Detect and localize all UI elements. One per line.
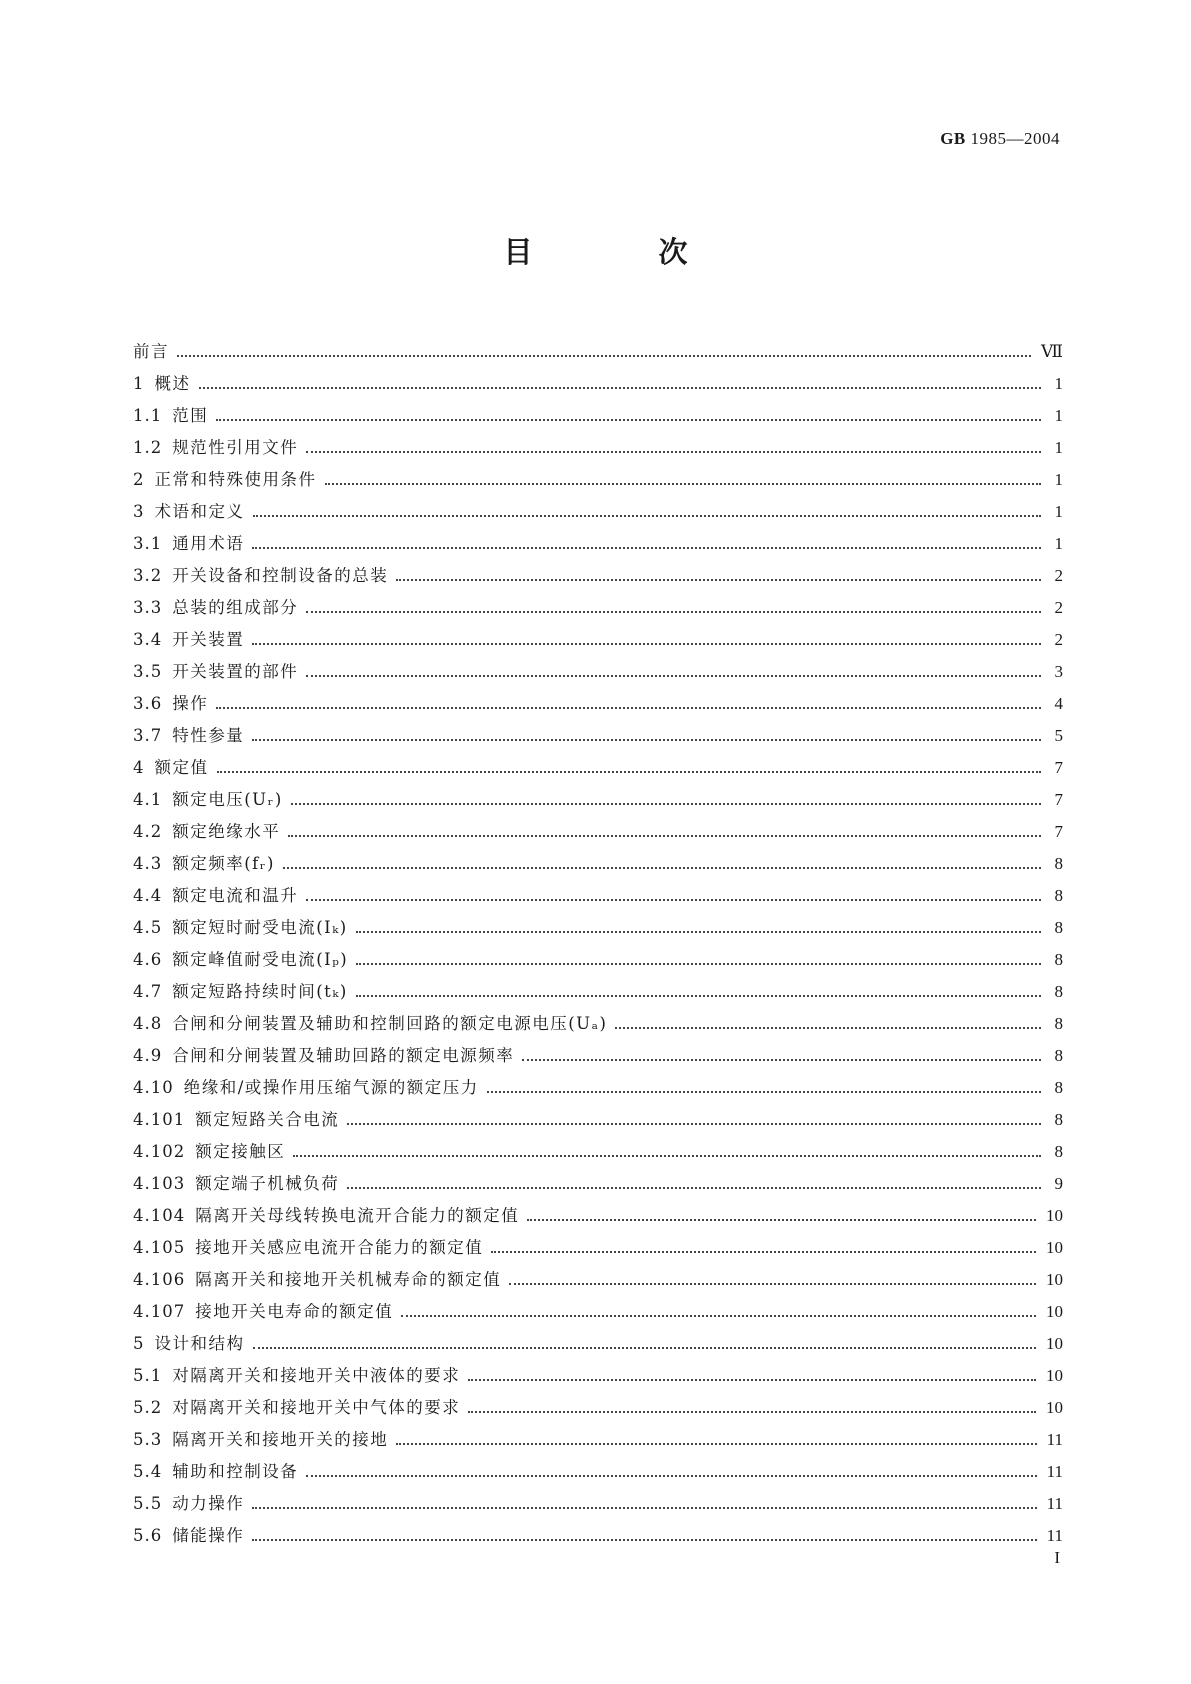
toc-entry[interactable] xyxy=(133,1264,1063,1296)
toc-entry[interactable] xyxy=(133,784,1063,816)
toc-dot-leader xyxy=(252,739,1041,741)
toc-entry[interactable] xyxy=(133,464,1063,496)
toc-entry-title: 接地开关电寿命的额定值 xyxy=(195,1302,394,1321)
toc-entry-title: 额定绝缘水平 xyxy=(172,822,281,841)
toc-entry-number: 4.103 xyxy=(133,1174,186,1193)
toc-entry-title: 规范性引用文件 xyxy=(172,438,299,457)
toc-entry[interactable] xyxy=(133,1104,1063,1136)
toc-entry-number: 4.2 xyxy=(133,822,163,841)
toc-entry-title: 合闸和分闸装置及辅助回路的额定电源频率 xyxy=(172,1046,515,1065)
toc-dot-leader xyxy=(288,835,1041,837)
toc-entry-page: 8 xyxy=(1054,1014,1063,1033)
toc-entry-page: 2 xyxy=(1054,630,1063,649)
toc-dot-leader xyxy=(216,419,1041,421)
toc-dot-leader xyxy=(522,1059,1041,1061)
toc-entry-page: 1 xyxy=(1054,438,1063,457)
page-number: I xyxy=(1054,1548,1060,1567)
toc-entry-title: 设计和结构 xyxy=(154,1334,245,1353)
toc-dot-leader xyxy=(293,1155,1041,1157)
toc-dot-leader xyxy=(306,451,1041,453)
toc-entry[interactable] xyxy=(133,1232,1063,1264)
toc-entry-title: 额定接触区 xyxy=(195,1142,286,1161)
toc-entry-title: 额定峰值耐受电流(Iₚ) xyxy=(172,950,349,969)
toc-entry-page: 10 xyxy=(1046,1206,1063,1225)
table-of-contents xyxy=(133,336,1063,1552)
toc-entry-number: 4.102 xyxy=(133,1142,186,1161)
toc-entry[interactable] xyxy=(133,1200,1063,1232)
toc-dot-leader xyxy=(252,1539,1036,1541)
toc-entry-title: 正常和特殊使用条件 xyxy=(154,470,317,489)
toc-entry-number: 3.4 xyxy=(133,630,163,649)
toc-entry-page: 7 xyxy=(1054,822,1063,841)
toc-dot-leader xyxy=(306,675,1041,677)
toc-entry-page: 10 xyxy=(1046,1238,1063,1257)
toc-entry[interactable] xyxy=(133,336,1063,368)
toc-entry-page: 11 xyxy=(1046,1526,1063,1545)
toc-entry-page: 8 xyxy=(1054,886,1063,905)
toc-entry-title: 范围 xyxy=(172,406,209,425)
toc-entry[interactable] xyxy=(133,528,1063,560)
toc-entry-number: 4.4 xyxy=(133,886,163,905)
toc-entry[interactable] xyxy=(133,752,1063,784)
toc-entry-number: 4.10 xyxy=(133,1078,174,1097)
toc-entry-number: 4.7 xyxy=(133,982,163,1001)
toc-entry[interactable] xyxy=(133,400,1063,432)
toc-entry-number: 3.2 xyxy=(133,566,163,585)
toc-entry[interactable] xyxy=(133,944,1063,976)
standard-code xyxy=(940,129,1060,149)
toc-entry-number: 5.1 xyxy=(133,1366,163,1385)
toc-entry-page: 8 xyxy=(1054,918,1063,937)
toc-entry-title: 辅助和控制设备 xyxy=(172,1462,299,1481)
toc-entry-page: 8 xyxy=(1054,1110,1063,1129)
toc-entry-number: 1.1 xyxy=(133,406,163,425)
toc-entry-number: 3.3 xyxy=(133,598,163,617)
toc-dot-leader xyxy=(253,515,1042,517)
toc-entry-page: 8 xyxy=(1054,854,1063,873)
toc-entry-page: 8 xyxy=(1054,1046,1063,1065)
toc-entry[interactable] xyxy=(133,1520,1063,1552)
toc-entry-number: 4.5 xyxy=(133,918,163,937)
toc-dot-leader xyxy=(509,1283,1036,1285)
toc-entry-title: 隔离开关母线转换电流开合能力的额定值 xyxy=(195,1206,520,1225)
toc-entry[interactable] xyxy=(133,1456,1063,1488)
toc-entry-page: 1 xyxy=(1054,406,1063,425)
toc-entry-page: 1 xyxy=(1054,470,1063,489)
toc-dot-leader xyxy=(306,611,1041,613)
toc-entry-title: 额定短时耐受电流(Iₖ) xyxy=(172,918,348,937)
toc-entry-number: 3.6 xyxy=(133,694,163,713)
toc-dot-leader xyxy=(306,899,1041,901)
toc-entry[interactable] xyxy=(133,560,1063,592)
toc-entry[interactable] xyxy=(133,1168,1063,1200)
toc-entry-page: 10 xyxy=(1046,1398,1063,1417)
toc-entry-number: 1 xyxy=(133,374,145,393)
toc-entry-title: 隔离开关和接地开关的接地 xyxy=(172,1430,389,1449)
toc-entry-number: 4.106 xyxy=(133,1270,186,1289)
toc-entry-page: 1 xyxy=(1054,502,1063,521)
toc-entry[interactable] xyxy=(133,368,1063,400)
toc-entry-page: 8 xyxy=(1054,950,1063,969)
toc-entry-title: 对隔离开关和接地开关中液体的要求 xyxy=(172,1366,461,1385)
toc-dot-leader xyxy=(216,707,1041,709)
toc-entry[interactable] xyxy=(133,432,1063,464)
toc-entry-page: 3 xyxy=(1054,662,1063,681)
toc-entry-page: 5 xyxy=(1054,726,1063,745)
toc-entry-title: 概述 xyxy=(154,374,191,393)
toc-entry[interactable] xyxy=(133,1488,1063,1520)
toc-entry-page: 4 xyxy=(1054,694,1063,713)
toc-entry-number: 5.5 xyxy=(133,1494,163,1513)
standard-code-number: 1985—2004 xyxy=(970,129,1060,148)
toc-entry[interactable] xyxy=(133,1072,1063,1104)
toc-entry-number: 4.3 xyxy=(133,854,163,873)
toc-entry-title: 开关装置的部件 xyxy=(172,662,299,681)
toc-entry-page: Ⅶ xyxy=(1041,342,1063,361)
toc-entry-page: 10 xyxy=(1046,1270,1063,1289)
toc-entry-title: 接地开关感应电流开合能力的额定值 xyxy=(195,1238,484,1257)
toc-entry-page: 8 xyxy=(1054,1078,1063,1097)
toc-entry-title: 额定电压(Uᵣ) xyxy=(172,790,283,809)
toc-entry-page: 2 xyxy=(1054,566,1063,585)
toc-dot-leader xyxy=(347,1187,1041,1189)
toc-entry-title: 术语和定义 xyxy=(154,502,245,521)
toc-entry-page: 10 xyxy=(1046,1334,1063,1353)
toc-dot-leader xyxy=(217,771,1042,773)
toc-dot-leader xyxy=(325,483,1042,485)
toc-entry-number: 4.107 xyxy=(133,1302,186,1321)
toc-entry-title: 动力操作 xyxy=(172,1494,245,1513)
toc-entry[interactable] xyxy=(133,1040,1063,1072)
toc-entry-number: 2 xyxy=(133,470,145,489)
toc-dot-leader xyxy=(615,1027,1041,1029)
toc-dot-leader xyxy=(396,579,1041,581)
toc-entry-title: 额定短路关合电流 xyxy=(195,1110,340,1129)
toc-entry-page: 7 xyxy=(1054,790,1063,809)
toc-entry-title: 开关设备和控制设备的总装 xyxy=(172,566,389,585)
toc-entry[interactable] xyxy=(133,912,1063,944)
toc-entry[interactable] xyxy=(133,496,1063,528)
toc-entry[interactable] xyxy=(133,880,1063,912)
toc-entry-number: 4.9 xyxy=(133,1046,163,1065)
toc-entry-title: 对隔离开关和接地开关中气体的要求 xyxy=(172,1398,461,1417)
page-title: 目 次 xyxy=(503,235,746,269)
toc-dot-leader xyxy=(396,1443,1036,1445)
toc-entry-title: 绝缘和/或操作用压缩气源的额定压力 xyxy=(183,1078,479,1097)
toc-entry[interactable] xyxy=(133,1360,1063,1392)
toc-entry-title: 合闸和分闸装置及辅助和控制回路的额定电源电压(Uₐ) xyxy=(172,1014,608,1033)
toc-entry[interactable] xyxy=(133,1328,1063,1360)
toc-entry-title: 特性参量 xyxy=(172,726,245,745)
toc-dot-leader xyxy=(252,547,1041,549)
toc-entry-number: 4.105 xyxy=(133,1238,186,1257)
toc-entry[interactable] xyxy=(133,688,1063,720)
toc-entry-number: 3.1 xyxy=(133,534,163,553)
toc-entry-page: 10 xyxy=(1046,1366,1063,1385)
toc-entry-page: 1 xyxy=(1054,534,1063,553)
toc-dot-leader xyxy=(291,803,1041,805)
toc-dot-leader xyxy=(491,1251,1036,1253)
standard-code-prefix: GB xyxy=(940,129,966,148)
toc-entry-number: 4 xyxy=(133,758,145,777)
toc-entry-number: 4.101 xyxy=(133,1110,186,1129)
toc-entry[interactable] xyxy=(133,848,1063,880)
toc-entry-title: 隔离开关和接地开关机械寿命的额定值 xyxy=(195,1270,502,1289)
toc-entry-number: 5.4 xyxy=(133,1462,163,1481)
toc-entry-number: 4.104 xyxy=(133,1206,186,1225)
toc-entry-number: 5.2 xyxy=(133,1398,163,1417)
toc-dot-leader xyxy=(527,1219,1036,1221)
toc-entry-number: 1.2 xyxy=(133,438,163,457)
toc-entry[interactable] xyxy=(133,976,1063,1008)
toc-dot-leader xyxy=(401,1315,1036,1317)
toc-entry-title: 总装的组成部分 xyxy=(172,598,299,617)
toc-entry[interactable] xyxy=(133,1392,1063,1424)
toc-entry-title: 额定端子机械负荷 xyxy=(195,1174,340,1193)
toc-dot-leader xyxy=(306,1475,1036,1477)
toc-dot-leader xyxy=(356,931,1041,933)
toc-entry-title: 额定值 xyxy=(154,758,209,777)
toc-dot-leader xyxy=(487,1091,1041,1093)
toc-entry-title: 额定短路持续时间(tₖ) xyxy=(172,982,348,1001)
toc-dot-leader xyxy=(199,387,1042,389)
toc-entry-page: 9 xyxy=(1054,1174,1063,1193)
toc-entry-page: 7 xyxy=(1054,758,1063,777)
toc-entry-page: 8 xyxy=(1054,1142,1063,1161)
toc-entry-number: 5.3 xyxy=(133,1430,163,1449)
toc-dot-leader xyxy=(252,643,1041,645)
toc-entry-title: 额定电流和温升 xyxy=(172,886,299,905)
toc-entry-number: 5 xyxy=(133,1334,145,1353)
toc-dot-leader xyxy=(253,1347,1037,1349)
toc-entry-title: 前言 xyxy=(133,342,169,361)
toc-dot-leader xyxy=(347,1123,1041,1125)
toc-dot-leader xyxy=(468,1379,1036,1381)
toc-dot-leader xyxy=(252,1507,1036,1509)
toc-entry-title: 操作 xyxy=(172,694,209,713)
toc-entry-page: 11 xyxy=(1046,1494,1063,1513)
toc-entry-number: 4.1 xyxy=(133,790,163,809)
toc-entry[interactable] xyxy=(133,1136,1063,1168)
toc-dot-leader xyxy=(356,995,1041,997)
toc-entry-number: 3.7 xyxy=(133,726,163,745)
toc-entry-number: 4.6 xyxy=(133,950,163,969)
toc-entry-title: 额定频率(fᵣ) xyxy=(172,854,275,873)
toc-dot-leader xyxy=(356,963,1041,965)
toc-entry[interactable] xyxy=(133,1008,1063,1040)
toc-dot-leader xyxy=(177,355,1031,357)
toc-entry-title: 通用术语 xyxy=(172,534,245,553)
toc-entry[interactable] xyxy=(133,1296,1063,1328)
toc-entry-page: 8 xyxy=(1054,982,1063,1001)
toc-dot-leader xyxy=(468,1411,1036,1413)
toc-entry-number: 3.5 xyxy=(133,662,163,681)
toc-entry-title: 开关装置 xyxy=(172,630,245,649)
toc-entry-page: 11 xyxy=(1046,1430,1063,1449)
toc-entry[interactable] xyxy=(133,720,1063,752)
toc-entry[interactable] xyxy=(133,1424,1063,1456)
toc-entry-number: 3 xyxy=(133,502,145,521)
toc-entry[interactable] xyxy=(133,816,1063,848)
toc-entry-number: 5.6 xyxy=(133,1526,163,1545)
toc-entry-title: 储能操作 xyxy=(172,1526,245,1545)
toc-entry-page: 10 xyxy=(1046,1302,1063,1321)
toc-entry[interactable] xyxy=(133,656,1063,688)
toc-entry-page: 1 xyxy=(1054,374,1063,393)
toc-entry[interactable] xyxy=(133,592,1063,624)
toc-entry-page: 2 xyxy=(1054,598,1063,617)
toc-entry-number: 4.8 xyxy=(133,1014,163,1033)
toc-entry[interactable] xyxy=(133,624,1063,656)
toc-dot-leader xyxy=(283,867,1041,869)
toc-entry-page: 11 xyxy=(1046,1462,1063,1481)
